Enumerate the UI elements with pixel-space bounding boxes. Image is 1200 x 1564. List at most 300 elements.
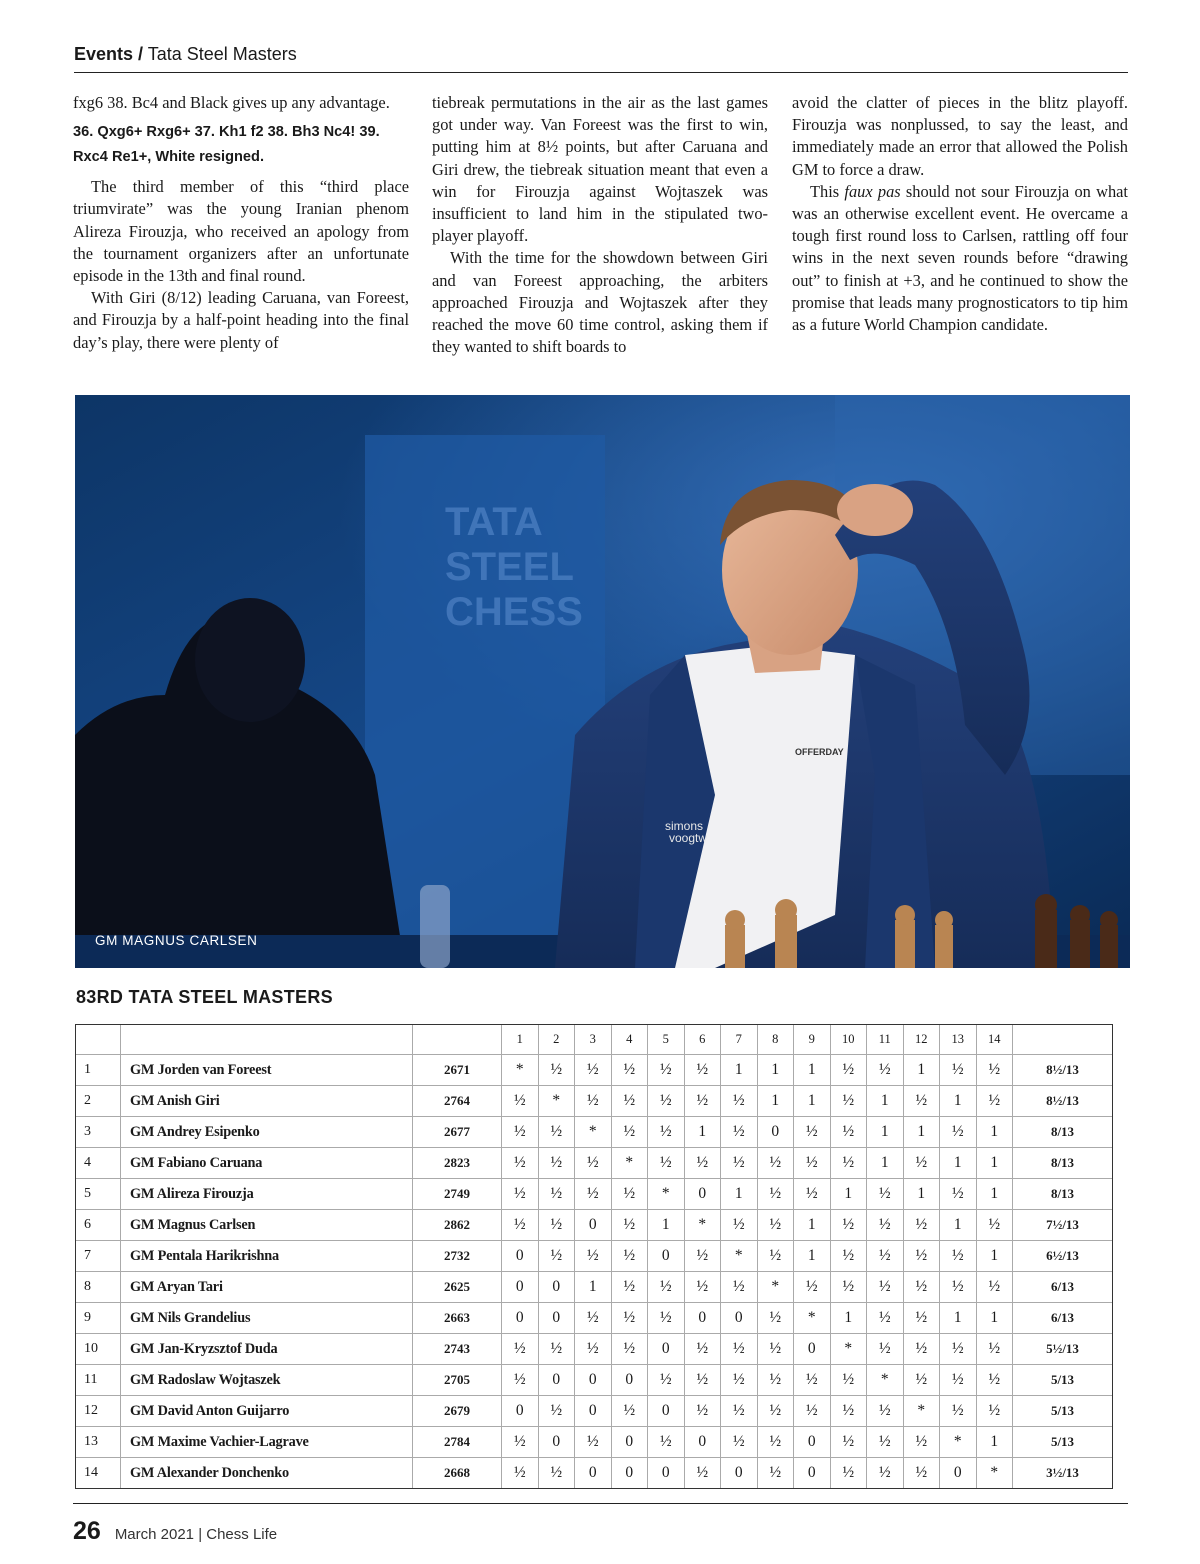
game-result: ½ bbox=[940, 1334, 977, 1365]
player-score: 3½/13 bbox=[1046, 1465, 1079, 1480]
paragraph: tiebreak permutations in the air as the last games got under way. Van Foreest was the first to win, putting him at 8½ points, but after Caruana and Giri drew, the tiebreak situation meant that even a win for Firouzja against Wojtaszek was insufficient to land him in the stipulated two-player playoff. bbox=[432, 93, 768, 246]
player-name: GM Anish Giri bbox=[121, 1086, 413, 1117]
game-result: ½ bbox=[758, 1365, 795, 1396]
game-result: ½ bbox=[575, 1055, 612, 1086]
game-result: ½ bbox=[904, 1427, 941, 1458]
game-result: * bbox=[904, 1396, 941, 1427]
player-score: 7½/13 bbox=[1013, 1210, 1112, 1241]
game-result: ½ bbox=[612, 1303, 649, 1334]
game-result: 1 bbox=[940, 1148, 977, 1179]
game-result: ½ bbox=[539, 1210, 576, 1241]
header-blank-rating bbox=[413, 1025, 502, 1055]
round-header: 12 bbox=[904, 1025, 941, 1055]
player-rating: 2705 bbox=[413, 1365, 502, 1396]
game-result: ½ bbox=[685, 1396, 722, 1427]
game-result: * bbox=[940, 1427, 977, 1458]
game-result: ½ bbox=[502, 1427, 539, 1458]
game-result: ½ bbox=[721, 1210, 758, 1241]
game-result: 1 bbox=[867, 1148, 904, 1179]
player-name: GM Pentala Harikrishna bbox=[121, 1241, 413, 1272]
paragraph: fxg6 38. Bc4 and Black gives up any advantage. bbox=[73, 93, 390, 112]
player-rank: 9 bbox=[76, 1303, 121, 1334]
game-result: ½ bbox=[940, 1272, 977, 1303]
game-result: 1 bbox=[904, 1055, 941, 1086]
game-result: ½ bbox=[977, 1365, 1014, 1396]
game-result: ½ bbox=[539, 1458, 576, 1488]
game-moves: 36. Qxg6+ Rxg6+ 37. Kh1 f2 38. Bh3 Nc4! 39. Rxc4 Re1+, White resigned. bbox=[73, 124, 380, 166]
text-run: should not sour Firouzja on what was an otherwise excellent event. He overcame a tough first round loss to Carlsen, rattling off four wins in the next seven rounds before “drawing out” to finish at +3, and he continued to show the promise that leads many prognosticators to tip him as a future World Champion candidate. bbox=[792, 181, 1128, 335]
game-result: ½ bbox=[758, 1396, 795, 1427]
game-result: ½ bbox=[904, 1365, 941, 1396]
game-result: * bbox=[721, 1241, 758, 1272]
game-result: * bbox=[977, 1458, 1014, 1488]
game-result: ½ bbox=[940, 1179, 977, 1210]
player-score: 5/13 bbox=[1013, 1365, 1112, 1396]
player-rank: 5 bbox=[76, 1179, 121, 1210]
player-rank: 14 bbox=[76, 1458, 121, 1488]
player-score: 5½/13 bbox=[1013, 1334, 1112, 1365]
player-rating: 2764 bbox=[413, 1086, 502, 1117]
game-result: ½ bbox=[502, 1334, 539, 1365]
player-rating: 2668 bbox=[413, 1458, 502, 1488]
table-title: 83RD TATA STEEL MASTERS bbox=[76, 987, 333, 1007]
footer-rule bbox=[73, 1503, 1128, 1504]
game-result: ½ bbox=[502, 1210, 539, 1241]
game-result: ½ bbox=[867, 1458, 904, 1488]
game-result: 1 bbox=[794, 1241, 831, 1272]
game-result: 0 bbox=[612, 1365, 649, 1396]
game-result: ½ bbox=[539, 1396, 576, 1427]
game-result: ½ bbox=[721, 1272, 758, 1303]
game-result: ½ bbox=[575, 1241, 612, 1272]
game-result: ½ bbox=[648, 1086, 685, 1117]
player-score: 6/13 bbox=[1013, 1272, 1112, 1303]
round-header: 10 bbox=[831, 1025, 868, 1055]
game-result: ½ bbox=[539, 1055, 576, 1086]
game-result: ½ bbox=[685, 1458, 722, 1488]
game-result: 0 bbox=[794, 1427, 831, 1458]
round-header: 14 bbox=[977, 1025, 1014, 1055]
game-result: ½ bbox=[867, 1055, 904, 1086]
game-result: ½ bbox=[612, 1210, 649, 1241]
header-blank-rank bbox=[76, 1025, 121, 1055]
article-column-1 bbox=[73, 92, 409, 354]
game-result: ½ bbox=[612, 1117, 649, 1148]
round-header: 5 bbox=[648, 1025, 685, 1055]
game-result: 0 bbox=[721, 1458, 758, 1488]
game-result: ½ bbox=[758, 1334, 795, 1365]
game-result: * bbox=[831, 1334, 868, 1365]
player-name: GM Fabiano Caruana bbox=[121, 1148, 413, 1179]
player-score: 8/13 bbox=[1013, 1179, 1112, 1210]
game-result: 0 bbox=[502, 1241, 539, 1272]
player-score: 5/13 bbox=[1013, 1396, 1112, 1427]
game-result: ½ bbox=[612, 1334, 649, 1365]
game-result: 1 bbox=[977, 1427, 1014, 1458]
player-rank: 12 bbox=[76, 1396, 121, 1427]
player-rank: 13 bbox=[76, 1427, 121, 1458]
player-name: GM Alexander Donchenko bbox=[121, 1458, 413, 1488]
player-rank: 1 bbox=[76, 1055, 121, 1086]
game-result: ½ bbox=[721, 1334, 758, 1365]
player-rating: 2749 bbox=[413, 1179, 502, 1210]
player-rating: 2784 bbox=[413, 1427, 502, 1458]
game-result: ½ bbox=[831, 1272, 868, 1303]
game-result: ½ bbox=[502, 1086, 539, 1117]
crosstable bbox=[76, 1025, 1112, 1488]
game-result: 0 bbox=[575, 1396, 612, 1427]
round-header: 4 bbox=[612, 1025, 649, 1055]
paragraph: avoid the clatter of pieces in the blitz playoff. Firouzja was nonplussed, to say the least, and immediately made an error that allowed the Polish GM to force a draw. bbox=[792, 93, 1128, 179]
game-result: 1 bbox=[721, 1179, 758, 1210]
game-result: ½ bbox=[575, 1427, 612, 1458]
table-row bbox=[76, 1210, 1112, 1241]
player-score: 8½/13 bbox=[1013, 1055, 1112, 1086]
player-name: GM Jan-Kryzsztof Duda bbox=[121, 1334, 413, 1365]
game-result: 1 bbox=[940, 1086, 977, 1117]
game-result: ½ bbox=[794, 1148, 831, 1179]
game-result: ½ bbox=[831, 1241, 868, 1272]
player-rating: 2743 bbox=[413, 1334, 502, 1365]
round-header: 3 bbox=[575, 1025, 612, 1055]
player-photo bbox=[75, 395, 1130, 968]
game-result: ½ bbox=[648, 1055, 685, 1086]
article-column-3 bbox=[792, 92, 1128, 336]
game-result: ½ bbox=[575, 1148, 612, 1179]
game-result: ½ bbox=[758, 1427, 795, 1458]
game-result: ½ bbox=[831, 1458, 868, 1488]
game-result: ½ bbox=[575, 1179, 612, 1210]
player-rank: 4 bbox=[76, 1148, 121, 1179]
player-rating: 2671 bbox=[413, 1055, 502, 1086]
table-row bbox=[76, 1303, 1112, 1334]
text-run: This bbox=[810, 181, 845, 201]
table-row bbox=[76, 1272, 1112, 1303]
shirt-logo-text: voogtw bbox=[669, 831, 708, 845]
round-header: 2 bbox=[539, 1025, 576, 1055]
game-result: ½ bbox=[940, 1117, 977, 1148]
standings-table bbox=[75, 1024, 1113, 1489]
player-score: 5/13 bbox=[1013, 1427, 1112, 1458]
player-name: GM Magnus Carlsen bbox=[121, 1210, 413, 1241]
game-result: * bbox=[685, 1210, 722, 1241]
game-result: ½ bbox=[794, 1117, 831, 1148]
player-name: GM David Anton Guijarro bbox=[121, 1396, 413, 1427]
game-result: ½ bbox=[940, 1365, 977, 1396]
game-result: 0 bbox=[539, 1427, 576, 1458]
game-result: ½ bbox=[867, 1303, 904, 1334]
table-row bbox=[76, 1148, 1112, 1179]
game-result: ½ bbox=[721, 1396, 758, 1427]
player-rank: 2 bbox=[76, 1086, 121, 1117]
game-result: 1 bbox=[794, 1210, 831, 1241]
game-result: * bbox=[575, 1117, 612, 1148]
game-result: ½ bbox=[831, 1055, 868, 1086]
game-result: * bbox=[794, 1303, 831, 1334]
game-result: ½ bbox=[648, 1117, 685, 1148]
game-result: 1 bbox=[977, 1117, 1014, 1148]
game-result: 0 bbox=[539, 1365, 576, 1396]
shirt-sponsor-text: OFFERDAY bbox=[795, 747, 844, 757]
game-result: ½ bbox=[721, 1148, 758, 1179]
game-result: 1 bbox=[758, 1055, 795, 1086]
game-result: 1 bbox=[977, 1241, 1014, 1272]
game-result: 0 bbox=[539, 1303, 576, 1334]
crosstable-body bbox=[76, 1025, 1112, 1488]
game-result: ½ bbox=[794, 1179, 831, 1210]
page-footer bbox=[73, 1517, 277, 1551]
game-result: ½ bbox=[867, 1272, 904, 1303]
game-result: ½ bbox=[904, 1303, 941, 1334]
player-rating: 2625 bbox=[413, 1272, 502, 1303]
player-rating: 2823 bbox=[413, 1148, 502, 1179]
game-result: ½ bbox=[977, 1055, 1014, 1086]
player-score: 8½/13 bbox=[1013, 1086, 1112, 1117]
game-result: ½ bbox=[685, 1334, 722, 1365]
game-result: 0 bbox=[575, 1365, 612, 1396]
shirt-logo-text: simons bbox=[665, 819, 704, 833]
game-result: 0 bbox=[575, 1458, 612, 1488]
game-result: ½ bbox=[904, 1086, 941, 1117]
game-result: ½ bbox=[612, 1086, 649, 1117]
article-column-2 bbox=[432, 92, 768, 358]
section-title: Tata Steel Masters bbox=[147, 44, 297, 64]
game-result: ½ bbox=[758, 1179, 795, 1210]
game-result: 0 bbox=[612, 1458, 649, 1488]
game-result: ½ bbox=[904, 1241, 941, 1272]
game-result: 1 bbox=[831, 1179, 868, 1210]
game-result: ½ bbox=[721, 1117, 758, 1148]
game-result: 1 bbox=[977, 1303, 1014, 1334]
game-result: ½ bbox=[977, 1272, 1014, 1303]
game-result: 1 bbox=[721, 1055, 758, 1086]
game-result: 1 bbox=[648, 1210, 685, 1241]
game-result: ½ bbox=[502, 1365, 539, 1396]
game-result: 0 bbox=[685, 1179, 722, 1210]
game-result: 0 bbox=[721, 1303, 758, 1334]
section-label: Events / bbox=[74, 44, 144, 64]
game-result: 1 bbox=[977, 1148, 1014, 1179]
game-result: 1 bbox=[867, 1117, 904, 1148]
running-header bbox=[74, 44, 1128, 73]
game-result: 1 bbox=[940, 1303, 977, 1334]
paragraph bbox=[792, 181, 1128, 336]
game-result: 0 bbox=[685, 1427, 722, 1458]
player-name: GM Radoslaw Wojtaszek bbox=[121, 1365, 413, 1396]
game-result: ½ bbox=[977, 1210, 1014, 1241]
game-result: ½ bbox=[648, 1272, 685, 1303]
backdrop-text: CHESS bbox=[445, 590, 583, 634]
game-result: 1 bbox=[940, 1210, 977, 1241]
player-score: 8/13 bbox=[1013, 1117, 1112, 1148]
round-header: 8 bbox=[758, 1025, 795, 1055]
game-result: 0 bbox=[502, 1303, 539, 1334]
player-rank: 3 bbox=[76, 1117, 121, 1148]
game-result: ½ bbox=[977, 1396, 1014, 1427]
emphasis-text: faux pas bbox=[844, 181, 901, 201]
game-result: ½ bbox=[831, 1148, 868, 1179]
game-result: 0 bbox=[612, 1427, 649, 1458]
game-result: ½ bbox=[904, 1334, 941, 1365]
game-result: 0 bbox=[648, 1334, 685, 1365]
game-result: 1 bbox=[794, 1086, 831, 1117]
game-result: 1 bbox=[977, 1179, 1014, 1210]
game-result: * bbox=[758, 1272, 795, 1303]
game-result: 0 bbox=[502, 1272, 539, 1303]
round-header: 11 bbox=[867, 1025, 904, 1055]
table-row bbox=[76, 1334, 1112, 1365]
game-result: ½ bbox=[685, 1055, 722, 1086]
game-result: ½ bbox=[831, 1365, 868, 1396]
game-result: ½ bbox=[721, 1365, 758, 1396]
game-result: * bbox=[502, 1055, 539, 1086]
game-result: ½ bbox=[575, 1334, 612, 1365]
game-result: 0 bbox=[539, 1272, 576, 1303]
game-result: ½ bbox=[977, 1086, 1014, 1117]
game-result: ½ bbox=[831, 1396, 868, 1427]
game-result: ½ bbox=[940, 1241, 977, 1272]
paragraph: The third member of this “third place triumvirate” was the young Iranian phenom Alireza Firouzja, who received an apology from the tournament organizers after an unfortunate episode in the 13th and final round. bbox=[73, 177, 409, 286]
table-row bbox=[76, 1055, 1112, 1086]
game-result: 1 bbox=[758, 1086, 795, 1117]
table-row bbox=[76, 1458, 1112, 1488]
game-result: * bbox=[648, 1179, 685, 1210]
player-rating: 2732 bbox=[413, 1241, 502, 1272]
table-header-row bbox=[76, 1025, 1112, 1055]
game-result: ½ bbox=[648, 1365, 685, 1396]
game-result: ½ bbox=[758, 1148, 795, 1179]
game-result: ½ bbox=[867, 1210, 904, 1241]
player-rating: 2663 bbox=[413, 1303, 502, 1334]
round-header: 1 bbox=[502, 1025, 539, 1055]
game-result: ½ bbox=[904, 1210, 941, 1241]
game-result: * bbox=[867, 1365, 904, 1396]
game-result: 0 bbox=[794, 1458, 831, 1488]
table-row bbox=[76, 1365, 1112, 1396]
game-result: ½ bbox=[648, 1148, 685, 1179]
game-result: ½ bbox=[539, 1148, 576, 1179]
table-row bbox=[76, 1427, 1112, 1458]
game-result: * bbox=[612, 1148, 649, 1179]
game-result: ½ bbox=[867, 1241, 904, 1272]
game-result: ½ bbox=[685, 1148, 722, 1179]
game-result: 0 bbox=[648, 1396, 685, 1427]
header-blank-score bbox=[1013, 1025, 1112, 1055]
game-result: ½ bbox=[721, 1427, 758, 1458]
game-result: ½ bbox=[539, 1179, 576, 1210]
game-result: 0 bbox=[648, 1458, 685, 1488]
player-rank: 8 bbox=[76, 1272, 121, 1303]
table-row bbox=[76, 1241, 1112, 1272]
game-result: 0 bbox=[648, 1241, 685, 1272]
game-result: 0 bbox=[794, 1334, 831, 1365]
game-result: ½ bbox=[758, 1210, 795, 1241]
round-header: 13 bbox=[940, 1025, 977, 1055]
game-result: 1 bbox=[685, 1117, 722, 1148]
game-result: ½ bbox=[831, 1086, 868, 1117]
backdrop-text: STEEL bbox=[445, 545, 574, 589]
game-result: 0 bbox=[685, 1303, 722, 1334]
game-result: ½ bbox=[940, 1055, 977, 1086]
table-row bbox=[76, 1179, 1112, 1210]
game-result: 0 bbox=[502, 1396, 539, 1427]
game-result: ½ bbox=[685, 1086, 722, 1117]
game-result: 1 bbox=[794, 1055, 831, 1086]
game-result: ½ bbox=[502, 1117, 539, 1148]
game-result: ½ bbox=[648, 1427, 685, 1458]
player-name: GM Nils Grandelius bbox=[121, 1303, 413, 1334]
game-result: ½ bbox=[502, 1458, 539, 1488]
game-result: ½ bbox=[794, 1272, 831, 1303]
game-result: 0 bbox=[940, 1458, 977, 1488]
paragraph: With the time for the showdown between Giri and van Foreest approaching, the arbiters approached Firouzja and Wojtaszek after they reached the move 60 time control, asking them if they wanted to shift boards to bbox=[432, 248, 768, 357]
game-result: ½ bbox=[977, 1334, 1014, 1365]
game-result: 0 bbox=[758, 1117, 795, 1148]
game-result: ½ bbox=[612, 1241, 649, 1272]
player-score: 6/13 bbox=[1013, 1303, 1112, 1334]
round-header: 7 bbox=[721, 1025, 758, 1055]
game-result: ½ bbox=[612, 1272, 649, 1303]
table-row bbox=[76, 1396, 1112, 1427]
player-rank: 6 bbox=[76, 1210, 121, 1241]
game-result: ½ bbox=[904, 1272, 941, 1303]
game-result: ½ bbox=[685, 1365, 722, 1396]
game-result: ½ bbox=[502, 1148, 539, 1179]
game-result: ½ bbox=[758, 1241, 795, 1272]
game-result: 1 bbox=[831, 1303, 868, 1334]
game-result: ½ bbox=[831, 1427, 868, 1458]
game-result: ½ bbox=[685, 1241, 722, 1272]
game-result: ½ bbox=[831, 1117, 868, 1148]
backdrop-text: TATA bbox=[445, 500, 543, 544]
player-rating: 2862 bbox=[413, 1210, 502, 1241]
game-result: ½ bbox=[867, 1334, 904, 1365]
game-result: ½ bbox=[831, 1210, 868, 1241]
game-result: ½ bbox=[612, 1396, 649, 1427]
game-result: 0 bbox=[575, 1210, 612, 1241]
game-result: ½ bbox=[502, 1179, 539, 1210]
player-rank: 10 bbox=[76, 1334, 121, 1365]
game-result: ½ bbox=[867, 1179, 904, 1210]
game-result: ½ bbox=[867, 1396, 904, 1427]
game-result: ½ bbox=[685, 1272, 722, 1303]
player-score: 6½/13 bbox=[1013, 1241, 1112, 1272]
game-result: ½ bbox=[758, 1458, 795, 1488]
game-result: ½ bbox=[794, 1365, 831, 1396]
photo-illustration bbox=[75, 395, 1130, 968]
table-row bbox=[76, 1086, 1112, 1117]
issue-info: March 2021 | Chess Life bbox=[114, 1526, 278, 1543]
photo-caption: GM MAGNUS CARLSEN bbox=[95, 933, 258, 948]
player-rating: 2679 bbox=[413, 1396, 502, 1427]
article-body bbox=[73, 92, 1129, 372]
game-result: ½ bbox=[539, 1334, 576, 1365]
player-name: GM Alireza Firouzja bbox=[121, 1179, 413, 1210]
game-result: ½ bbox=[721, 1086, 758, 1117]
player-name: GM Jorden van Foreest bbox=[121, 1055, 413, 1086]
round-header: 9 bbox=[794, 1025, 831, 1055]
game-result: 1 bbox=[575, 1272, 612, 1303]
player-rank: 11 bbox=[76, 1365, 121, 1396]
game-result: ½ bbox=[575, 1086, 612, 1117]
game-result: ½ bbox=[539, 1117, 576, 1148]
game-result: 1 bbox=[904, 1117, 941, 1148]
game-result: ½ bbox=[867, 1427, 904, 1458]
player-rating: 2677 bbox=[413, 1117, 502, 1148]
game-result: 1 bbox=[904, 1179, 941, 1210]
table-row bbox=[76, 1117, 1112, 1148]
game-result: ½ bbox=[904, 1148, 941, 1179]
